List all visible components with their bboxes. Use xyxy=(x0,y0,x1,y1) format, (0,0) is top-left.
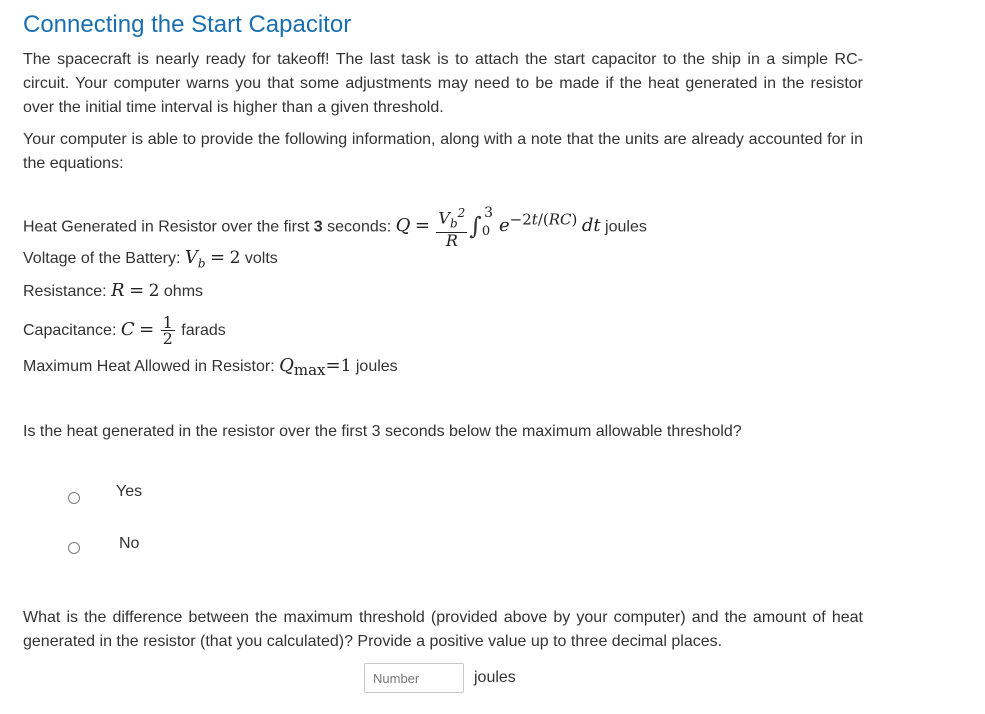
capacitance-denominator: 2 xyxy=(162,329,173,349)
capacitance-row: Capacitance: C = $\frac{1}{2}$ farads xyxy=(23,313,226,349)
capacitance-unit: farads xyxy=(181,322,226,339)
capacitance-label: Capacitance: xyxy=(23,322,121,339)
heat-label-post: seconds: xyxy=(322,218,396,236)
answer-unit: joules xyxy=(474,669,516,686)
max-heat-label: Maximum Heat Allowed in Resistor: xyxy=(23,358,280,375)
resistance-unit: ohms xyxy=(163,283,204,300)
voltage-unit: volts xyxy=(244,250,278,267)
heat-label-pre: Heat Generated in Resistor over the first xyxy=(23,218,314,236)
radio-yes[interactable] xyxy=(68,492,80,504)
resistance-label: Resistance: xyxy=(23,283,112,300)
resistance-value: 2 xyxy=(148,281,160,301)
resistance-row: Resistance: R = 2 ohms xyxy=(23,280,204,301)
option-yes-label[interactable]: Yes xyxy=(116,483,143,500)
intro-paragraph-1: The spacecraft is nearly ready for takeoff! The last task is to attach the start capacitor to the ship in a simple RC-circuit. Your computer warns you that some adjustments may need to be made if the heat generated in the resistor over the initial time interval is higher than a given threshold. xyxy=(23,51,863,116)
answer-number-input[interactable] xyxy=(364,663,464,693)
voltage-value: 2 xyxy=(229,248,241,268)
capacitance-numerator: 1 xyxy=(162,313,173,333)
question-1-prompt: Is the heat generated in the resistor over the first 3 seconds below the maximum allowable threshold? xyxy=(23,423,742,440)
voltage-label: Voltage of the Battery: xyxy=(23,250,185,267)
page-title: Connecting the Start Capacitor xyxy=(23,11,352,38)
voltage-row: Voltage of the Battery: $V_b = 2$ volts xyxy=(23,247,278,271)
max-heat-row: Maximum Heat Allowed in Resistor: $Q_{max}=1$ joules xyxy=(23,355,398,380)
intro-paragraph-2: Your computer is able to provide the following information, along with a note that the units are already accounted for in the equations: xyxy=(23,131,863,172)
question-2-prompt: What is the difference between the maximum threshold (provided above by your computer) and the amount of heat generated in the resistor (that you calculated)? Provide a positive value up to three decimal places. xyxy=(23,609,863,650)
heat-label-seconds: 3 xyxy=(313,218,323,236)
heat-unit: joules xyxy=(605,218,647,236)
max-heat-value: 1 xyxy=(340,356,352,376)
max-heat-unit: joules xyxy=(355,358,398,375)
heat-formula: Q = $\frac{V_b^2}{R}$ $\int_0^3e^{-2t/(RC)}$ dt xyxy=(395,205,601,250)
radio-no[interactable] xyxy=(68,542,80,554)
option-no-label[interactable]: No xyxy=(119,535,140,552)
